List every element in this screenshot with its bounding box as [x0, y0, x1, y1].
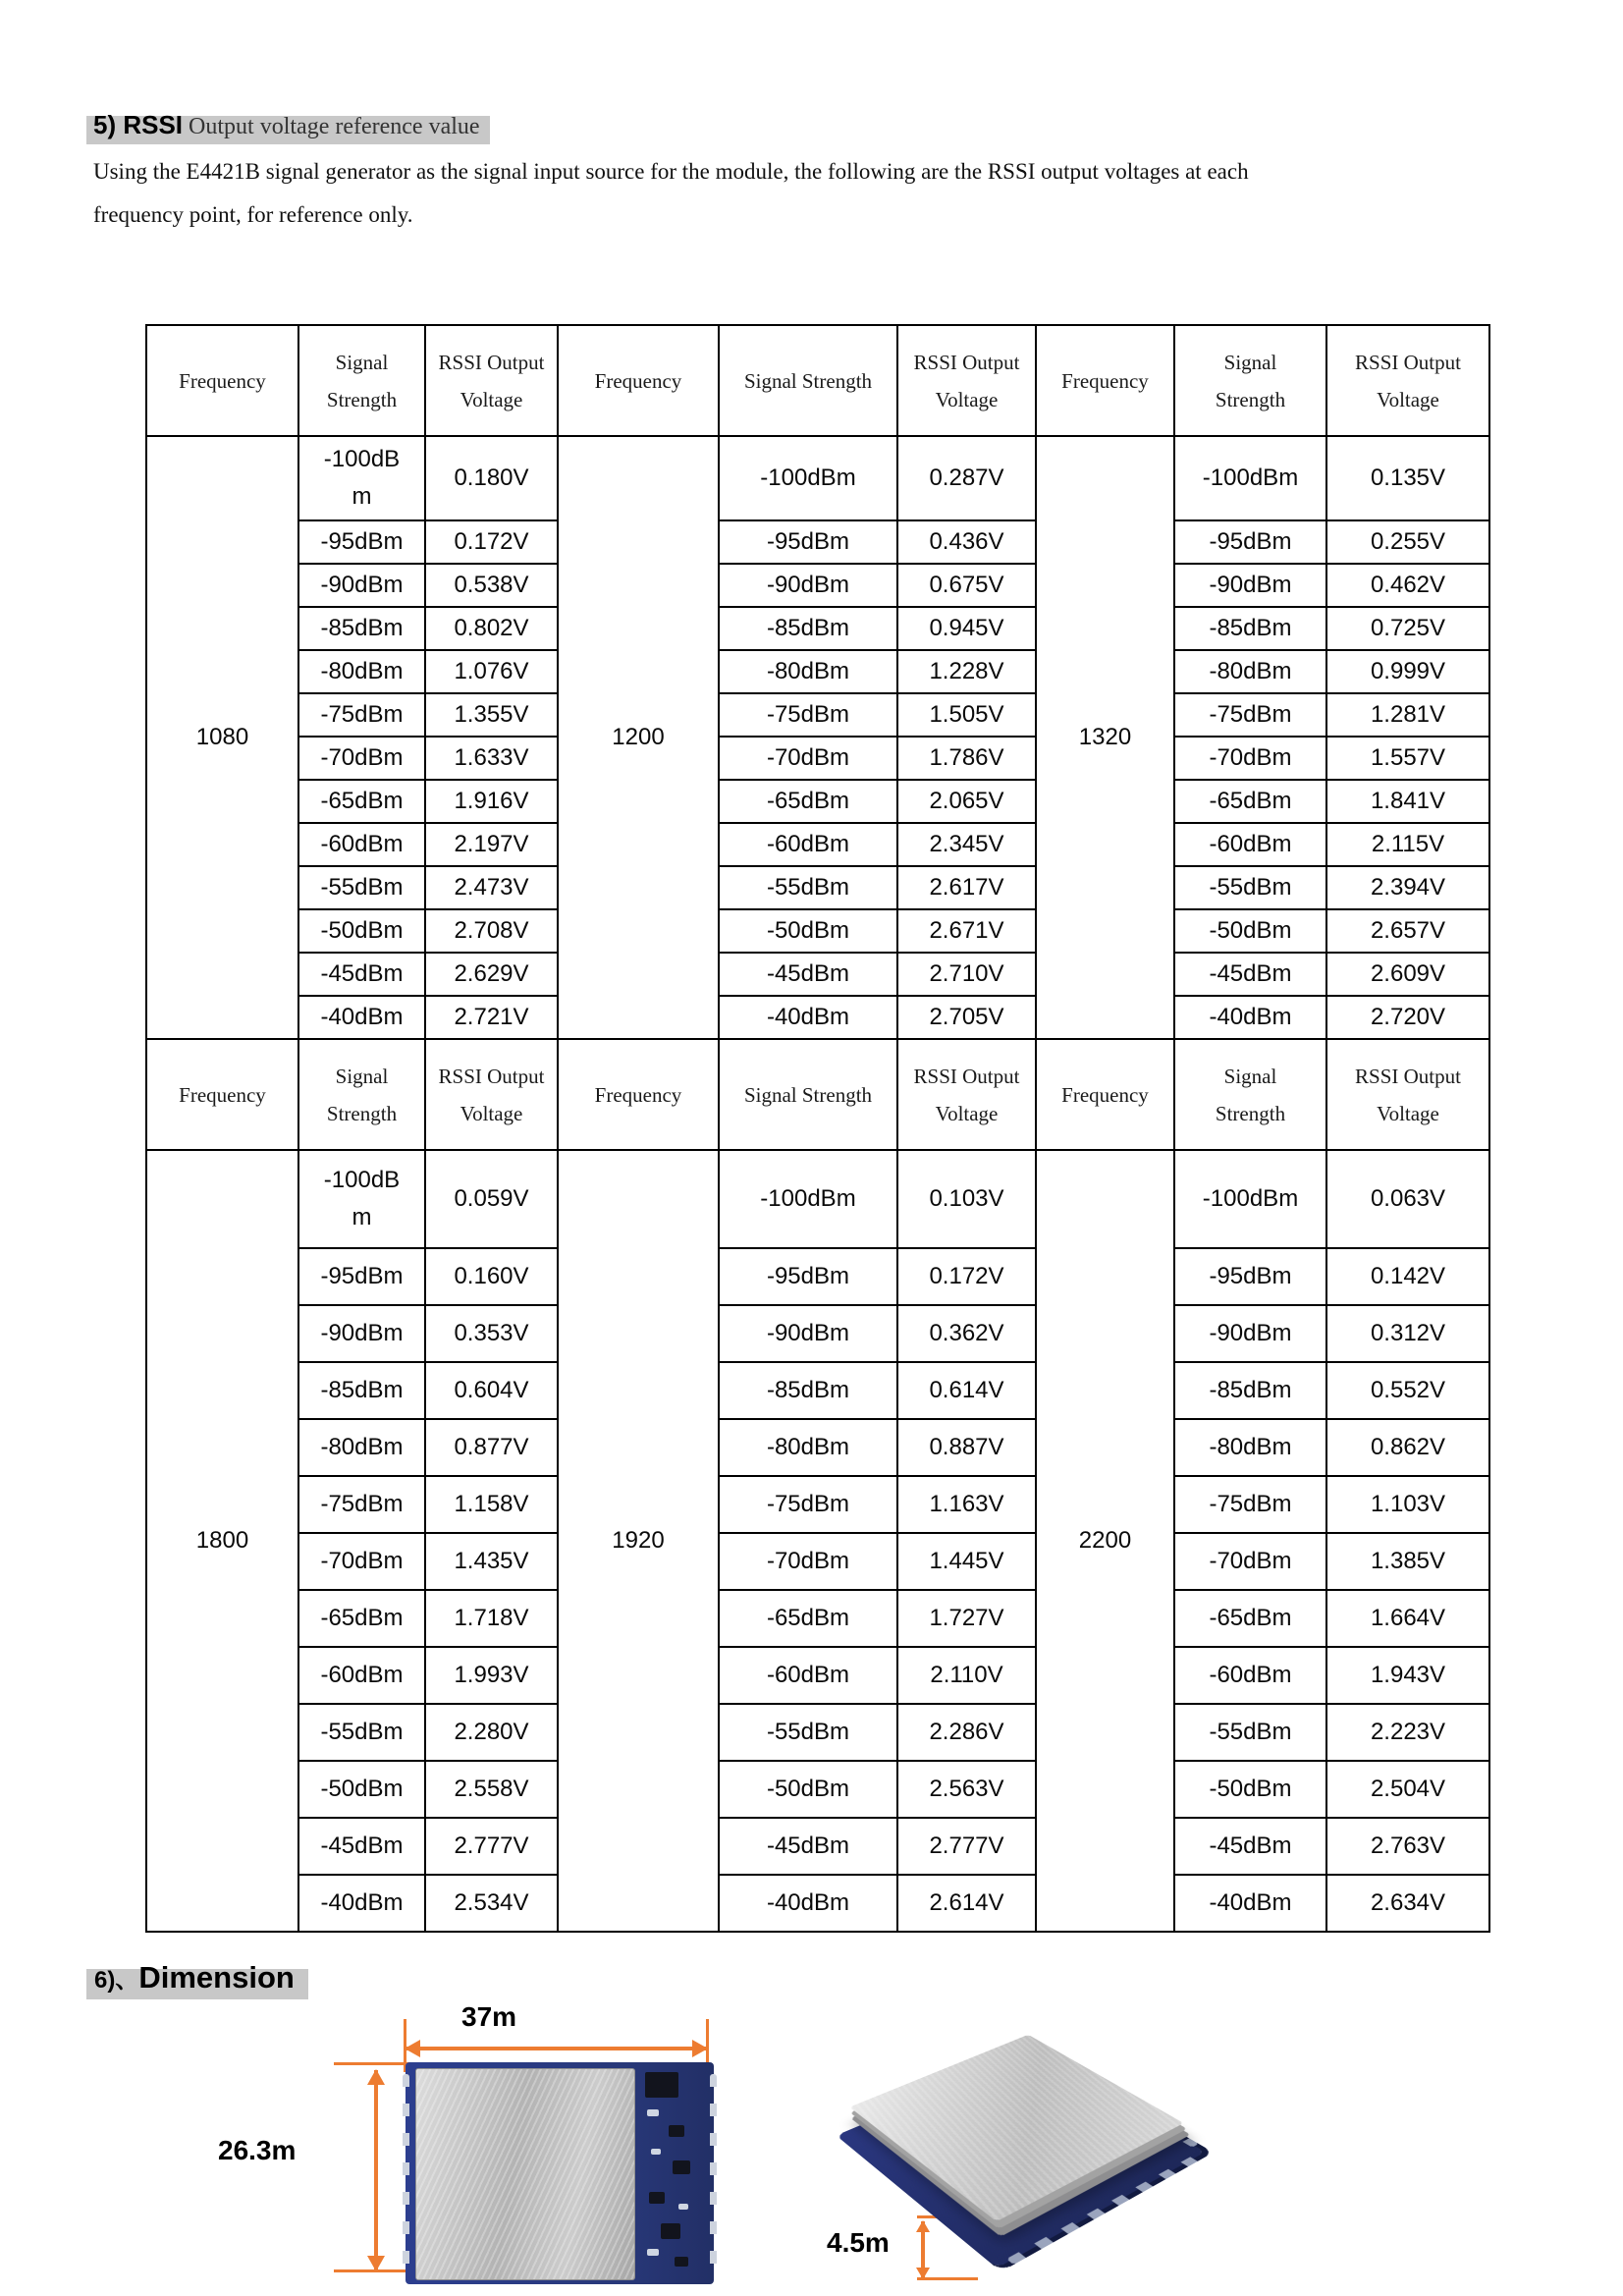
rssi-voltage-cell: 1.943V	[1326, 1647, 1489, 1704]
rssi-voltage-cell: 0.614V	[897, 1362, 1036, 1419]
table-row	[146, 520, 1489, 564]
signal-strength-cell: -65dBm	[298, 780, 425, 823]
column-header-signal: Signal Strength	[719, 1039, 897, 1150]
table-row	[146, 564, 1489, 607]
rssi-voltage-cell: 1.281V	[1326, 693, 1489, 737]
frequency-value-cell: 1800	[146, 1150, 298, 1932]
signal-strength-cell: -100dBm	[719, 436, 897, 520]
signal-strength-cell: -40dBm	[298, 1875, 425, 1932]
rssi-voltage-cell: 1.664V	[1326, 1590, 1489, 1647]
rssi-voltage-cell: 1.916V	[425, 780, 558, 823]
rssi-voltage-cell: 1.841V	[1326, 780, 1489, 823]
rssi-voltage-cell: 2.065V	[897, 780, 1036, 823]
rssi-voltage-cell: 0.160V	[425, 1248, 558, 1305]
signal-strength-cell: -50dBm	[719, 1761, 897, 1818]
signal-strength-cell: -70dBm	[1174, 1533, 1326, 1590]
column-header-signal: Signal Strength	[298, 1039, 425, 1150]
table-row	[146, 1305, 1489, 1362]
rssi-voltage-cell: 2.115V	[1326, 823, 1489, 866]
arrowhead-up-icon	[367, 2069, 385, 2085]
module-3d-body	[837, 2045, 1252, 2290]
rssi-voltage-cell: 2.473V	[425, 866, 558, 909]
rssi-voltage-cell: 0.353V	[425, 1305, 558, 1362]
signal-strength-cell: -50dBm	[719, 909, 897, 953]
signal-strength-cell: -55dBm	[1174, 866, 1326, 909]
signal-strength-cell: -85dBm	[298, 607, 425, 650]
table-row	[146, 737, 1489, 780]
rssi-voltage-cell: 2.708V	[425, 909, 558, 953]
width-dimension-label: 37m	[461, 2001, 517, 2032]
signal-strength-cell: -75dBm	[298, 1476, 425, 1533]
table-row	[146, 1533, 1489, 1590]
table-header-row	[146, 1039, 1489, 1150]
rssi-voltage-cell: 2.563V	[897, 1761, 1036, 1818]
rssi-voltage-cell: 2.721V	[425, 996, 558, 1039]
rssi-voltage-cell: 0.362V	[897, 1305, 1036, 1362]
rssi-voltage-cell: 0.877V	[425, 1419, 558, 1476]
signal-strength-cell: -100dBm	[1174, 436, 1326, 520]
column-header-frequency: Frequency	[558, 1039, 719, 1150]
rssi-voltage-cell: 2.394V	[1326, 866, 1489, 909]
signal-strength-cell: -70dBm	[298, 1533, 425, 1590]
rssi-voltage-cell: 1.445V	[897, 1533, 1036, 1590]
pcb-components	[639, 2066, 708, 2280]
thickness-dimension-label: 4.5m	[827, 2227, 890, 2258]
table-row	[146, 953, 1489, 996]
signal-strength-cell: -50dBm	[1174, 1761, 1326, 1818]
signal-strength-cell: -75dBm	[719, 1476, 897, 1533]
rssi-voltage-cell: 2.763V	[1326, 1818, 1489, 1875]
rssi-voltage-cell: 0.604V	[425, 1362, 558, 1419]
signal-strength-cell: -65dBm	[719, 780, 897, 823]
table-row	[146, 650, 1489, 693]
rf-shield	[415, 2068, 635, 2280]
signal-strength-cell: -45dBm	[298, 953, 425, 996]
rssi-voltage-cell: 1.505V	[897, 693, 1036, 737]
table-row	[146, 693, 1489, 737]
signal-strength-cell: -40dBm	[719, 996, 897, 1039]
signal-strength-cell: -95dBm	[719, 520, 897, 564]
table-row	[146, 1761, 1489, 1818]
column-header-frequency: Frequency	[146, 325, 298, 436]
signal-strength-cell: -60dBm	[719, 823, 897, 866]
section5-heading-highlight	[86, 110, 490, 144]
pcb-edge-pads	[710, 2074, 717, 2272]
rssi-voltage-cell: 0.103V	[897, 1150, 1036, 1248]
signal-strength-cell: -65dBm	[298, 1590, 425, 1647]
signal-strength-cell: -85dBm	[1174, 607, 1326, 650]
table-row	[146, 1150, 1489, 1248]
table-row	[146, 1248, 1489, 1305]
signal-strength-cell: -50dBm	[298, 1761, 425, 1818]
signal-strength-cell: -45dBm	[1174, 1818, 1326, 1875]
rssi-voltage-cell: 0.725V	[1326, 607, 1489, 650]
rssi-voltage-cell: 2.777V	[897, 1818, 1036, 1875]
rssi-voltage-cell: 2.558V	[425, 1761, 558, 1818]
signal-strength-cell: -90dBm	[719, 1305, 897, 1362]
table-row	[146, 1590, 1489, 1647]
rssi-voltage-cell: 0.862V	[1326, 1419, 1489, 1476]
rssi-voltage-cell: 0.255V	[1326, 520, 1489, 564]
rssi-voltage-cell: 2.110V	[897, 1647, 1036, 1704]
arrowhead-left-icon	[405, 2040, 420, 2057]
signal-strength-cell: -75dBm	[1174, 693, 1326, 737]
signal-strength-cell: -80dBm	[1174, 650, 1326, 693]
rssi-voltage-cell: 2.197V	[425, 823, 558, 866]
rssi-voltage-cell: 0.552V	[1326, 1362, 1489, 1419]
rssi-voltage-cell: 2.223V	[1326, 1704, 1489, 1761]
rssi-voltage-cell: 1.228V	[897, 650, 1036, 693]
table-row	[146, 1362, 1489, 1419]
column-header-rssi: RSSI Output Voltage	[1326, 1039, 1489, 1150]
rssi-voltage-cell: 2.634V	[1326, 1875, 1489, 1932]
intro-paragraph-line2: frequency point, for reference only.	[93, 202, 413, 227]
signal-strength-cell: -70dBm	[719, 737, 897, 780]
frequency-value-cell: 1320	[1036, 436, 1174, 1039]
signal-strength-cell: -95dBm	[719, 1248, 897, 1305]
signal-strength-cell: -60dBm	[1174, 1647, 1326, 1704]
rssi-voltage-cell: 2.629V	[425, 953, 558, 996]
rssi-voltage-cell: 1.786V	[897, 737, 1036, 780]
signal-strength-cell: -95dBm	[1174, 520, 1326, 564]
signal-strength-cell: -100dBm	[298, 436, 425, 520]
signal-strength-cell: -40dBm	[298, 996, 425, 1039]
table-row	[146, 996, 1489, 1039]
height-dimension-arrow	[374, 2070, 378, 2270]
column-header-signal: Signal Strength	[1174, 325, 1326, 436]
rssi-voltage-cell: 0.436V	[897, 520, 1036, 564]
signal-strength-cell: -80dBm	[298, 650, 425, 693]
rssi-voltage-cell: 0.059V	[425, 1150, 558, 1248]
rssi-voltage-cell: 0.063V	[1326, 1150, 1489, 1248]
table-row	[146, 436, 1489, 520]
rssi-voltage-cell: 1.993V	[425, 1647, 558, 1704]
column-header-signal: Signal Strength	[298, 325, 425, 436]
section6-heading-number: 6)、	[94, 1967, 139, 1994]
section5-heading-number: 5) RSSI	[93, 110, 184, 139]
rssi-voltage-cell: 0.287V	[897, 436, 1036, 520]
signal-strength-cell: -40dBm	[1174, 1875, 1326, 1932]
rssi-voltage-cell: 0.999V	[1326, 650, 1489, 693]
rssi-voltage-cell: 0.172V	[425, 520, 558, 564]
table-row	[146, 607, 1489, 650]
signal-strength-cell: -80dBm	[1174, 1419, 1326, 1476]
signal-strength-cell: -45dBm	[719, 1818, 897, 1875]
signal-strength-cell: -45dBm	[298, 1818, 425, 1875]
rssi-voltage-cell: 0.135V	[1326, 436, 1489, 520]
rssi-voltage-cell: 2.720V	[1326, 996, 1489, 1039]
section6-heading-text: Dimension	[138, 1960, 295, 1995]
signal-strength-cell: -50dBm	[1174, 909, 1326, 953]
signal-strength-cell: -95dBm	[1174, 1248, 1326, 1305]
pcb-edge-pads	[403, 2074, 409, 2272]
frequency-value-cell: 2200	[1036, 1150, 1174, 1932]
rssi-voltage-cell: 1.103V	[1326, 1476, 1489, 1533]
signal-strength-cell: -45dBm	[719, 953, 897, 996]
signal-strength-cell: -50dBm	[298, 909, 425, 953]
signal-strength-cell: -80dBm	[719, 1419, 897, 1476]
table-row	[146, 1704, 1489, 1761]
rssi-voltage-cell: 1.163V	[897, 1476, 1036, 1533]
signal-strength-cell: -55dBm	[719, 866, 897, 909]
signal-strength-cell: -95dBm	[298, 520, 425, 564]
rssi-voltage-cell: 2.705V	[897, 996, 1036, 1039]
frequency-value-cell: 1200	[558, 436, 719, 1039]
signal-strength-cell: -60dBm	[1174, 823, 1326, 866]
rssi-voltage-cell: 2.534V	[425, 1875, 558, 1932]
signal-strength-cell: -40dBm	[719, 1875, 897, 1932]
signal-strength-cell: -70dBm	[1174, 737, 1326, 780]
section5-heading-text: Output voltage reference value	[183, 114, 480, 139]
signal-strength-cell: -85dBm	[719, 1362, 897, 1419]
signal-strength-cell: -75dBm	[719, 693, 897, 737]
column-header-rssi: RSSI Output Voltage	[897, 1039, 1036, 1150]
rssi-table	[145, 324, 1490, 1933]
table-row	[146, 866, 1489, 909]
column-header-rssi: RSSI Output Voltage	[425, 325, 558, 436]
module-3d-view-photo	[785, 1998, 1257, 2293]
rssi-voltage-cell: 0.887V	[897, 1419, 1036, 1476]
rssi-voltage-cell: 2.345V	[897, 823, 1036, 866]
table-row	[146, 1476, 1489, 1533]
table-row	[146, 1647, 1489, 1704]
signal-strength-cell: -90dBm	[298, 564, 425, 607]
signal-strength-cell: -60dBm	[719, 1647, 897, 1704]
signal-strength-cell: -60dBm	[298, 823, 425, 866]
rssi-voltage-cell: 0.142V	[1326, 1248, 1489, 1305]
table-row	[146, 1875, 1489, 1932]
rssi-voltage-cell: 2.609V	[1326, 953, 1489, 996]
rssi-voltage-cell: 0.172V	[897, 1248, 1036, 1305]
signal-strength-cell: -65dBm	[1174, 780, 1326, 823]
rssi-voltage-cell: 0.675V	[897, 564, 1036, 607]
table-row	[146, 823, 1489, 866]
signal-strength-cell: -90dBm	[1174, 1305, 1326, 1362]
width-dimension-arrow	[406, 2047, 707, 2050]
rssi-voltage-cell: 2.614V	[897, 1875, 1036, 1932]
rssi-voltage-cell: 1.355V	[425, 693, 558, 737]
signal-strength-cell: -85dBm	[1174, 1362, 1326, 1419]
table-row	[146, 1419, 1489, 1476]
signal-strength-cell: -55dBm	[1174, 1704, 1326, 1761]
rssi-voltage-cell: 1.633V	[425, 737, 558, 780]
signal-strength-cell: -65dBm	[719, 1590, 897, 1647]
rssi-voltage-cell: 1.718V	[425, 1590, 558, 1647]
rssi-voltage-cell: 2.671V	[897, 909, 1036, 953]
column-header-rssi: RSSI Output Voltage	[1326, 325, 1489, 436]
signal-strength-cell: -70dBm	[719, 1533, 897, 1590]
column-header-signal: Signal Strength	[1174, 1039, 1326, 1150]
rssi-voltage-cell: 1.557V	[1326, 737, 1489, 780]
section6-heading	[86, 1960, 308, 1995]
table-row	[146, 1818, 1489, 1875]
signal-strength-cell: -65dBm	[1174, 1590, 1326, 1647]
signal-strength-cell: -40dBm	[1174, 996, 1326, 1039]
column-header-rssi: RSSI Output Voltage	[897, 325, 1036, 436]
rssi-voltage-cell: 1.435V	[425, 1533, 558, 1590]
signal-strength-cell: -80dBm	[719, 650, 897, 693]
signal-strength-cell: -100dBm	[719, 1150, 897, 1248]
signal-strength-cell: -90dBm	[298, 1305, 425, 1362]
rssi-voltage-cell: 0.802V	[425, 607, 558, 650]
rssi-voltage-cell: 2.777V	[425, 1818, 558, 1875]
column-header-signal: Signal Strength	[719, 325, 897, 436]
rssi-voltage-cell: 2.280V	[425, 1704, 558, 1761]
rssi-voltage-cell: 2.617V	[897, 866, 1036, 909]
section5-heading	[86, 110, 490, 140]
rssi-voltage-cell: 1.076V	[425, 650, 558, 693]
rssi-voltage-cell: 1.158V	[425, 1476, 558, 1533]
signal-strength-cell: -100dBm	[298, 1150, 425, 1248]
rf-shield	[849, 2035, 1183, 2221]
column-header-frequency: Frequency	[558, 325, 719, 436]
signal-strength-cell: -45dBm	[1174, 953, 1326, 996]
height-dimension-label: 26.3m	[218, 2135, 297, 2165]
column-header-rssi: RSSI Output Voltage	[425, 1039, 558, 1150]
signal-strength-cell: -95dBm	[298, 1248, 425, 1305]
signal-strength-cell: -85dBm	[298, 1362, 425, 1419]
signal-strength-cell: -60dBm	[298, 1647, 425, 1704]
rssi-voltage-cell: 0.180V	[425, 436, 558, 520]
rssi-voltage-cell: 2.504V	[1326, 1761, 1489, 1818]
signal-strength-cell: -100dBm	[1174, 1150, 1326, 1248]
column-header-frequency: Frequency	[1036, 325, 1174, 436]
signal-strength-cell: -75dBm	[1174, 1476, 1326, 1533]
frequency-value-cell: 1920	[558, 1150, 719, 1932]
rssi-voltage-cell: 2.710V	[897, 953, 1036, 996]
signal-strength-cell: -90dBm	[719, 564, 897, 607]
signal-strength-cell: -85dBm	[719, 607, 897, 650]
signal-strength-cell: -55dBm	[719, 1704, 897, 1761]
signal-strength-cell: -70dBm	[298, 737, 425, 780]
signal-strength-cell: -55dBm	[298, 1704, 425, 1761]
section6-heading-highlight	[86, 1960, 308, 1999]
signal-strength-cell: -55dBm	[298, 866, 425, 909]
rssi-voltage-cell: 0.538V	[425, 564, 558, 607]
rssi-voltage-cell: 0.462V	[1326, 564, 1489, 607]
table-header-row	[146, 325, 1489, 436]
module-top-view-photo	[406, 2062, 714, 2284]
frequency-value-cell: 1080	[146, 436, 298, 1039]
signal-strength-cell: -90dBm	[1174, 564, 1326, 607]
rssi-voltage-cell: 1.385V	[1326, 1533, 1489, 1590]
column-header-frequency: Frequency	[1036, 1039, 1174, 1150]
rssi-voltage-cell: 2.286V	[897, 1704, 1036, 1761]
column-header-frequency: Frequency	[146, 1039, 298, 1150]
rssi-voltage-cell: 0.312V	[1326, 1305, 1489, 1362]
rssi-voltage-cell: 2.657V	[1326, 909, 1489, 953]
signal-strength-cell: -80dBm	[298, 1419, 425, 1476]
rssi-voltage-cell: 1.727V	[897, 1590, 1036, 1647]
intro-paragraph-line1: Using the E4421B signal generator as the signal input source for the module, the following are the RSSI output voltages at each	[93, 159, 1249, 184]
rssi-voltage-cell: 0.945V	[897, 607, 1036, 650]
signal-strength-cell: -75dBm	[298, 693, 425, 737]
table-row	[146, 780, 1489, 823]
table-row	[146, 909, 1489, 953]
